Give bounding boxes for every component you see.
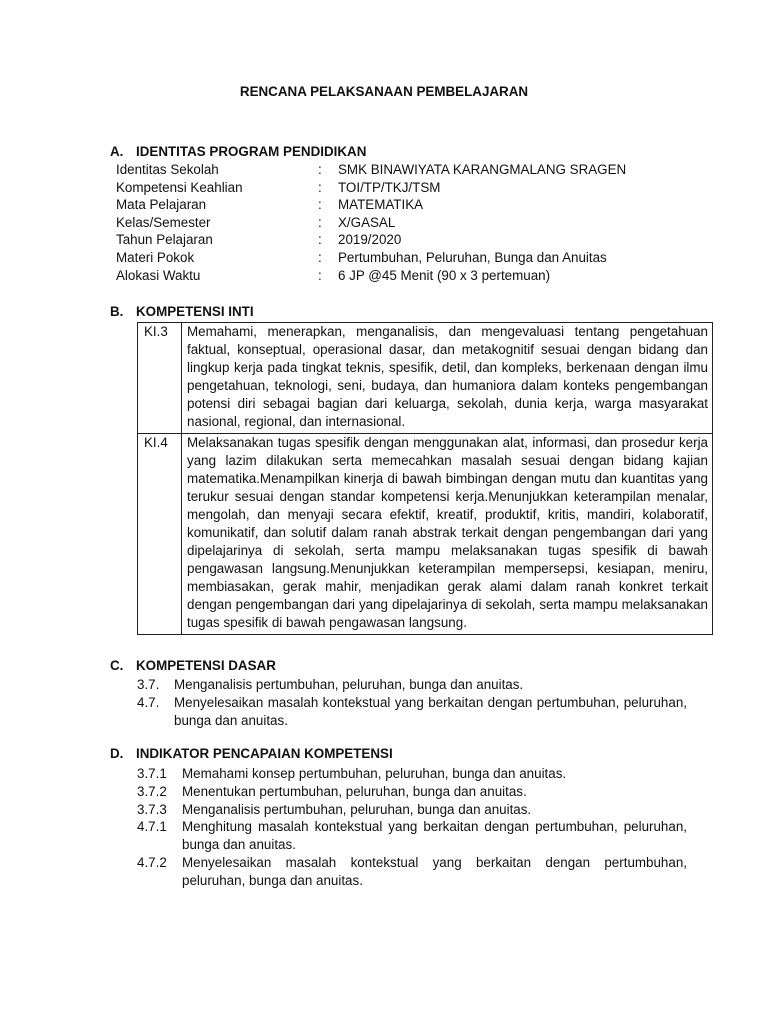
competency-text: Melaksanakan tugas spesifik dengan menggunakan alat, informasi, dan prosedur kerja yang lazim dilakukan serta memecahkan masalah sesuai dengan bidang kajian matematika.Menampilkan kinerja di bawah bimbingan dengan mutu dan kuantitas yang terukur sesuai dengan standar kompetensi kerja.Menunjukkan keterampilan menalar, mengolah, dan menyaji secara efektif, kreatif, produktif, kritis, mandiri, kolaboratif, komunikatif, dan solutif dalam ranah abstrak terkait dengan pengembangan dari yang dipelajarinya di sekolah, serta mampu melaksanakan tugas spesifik di bawah pengawasan langsung.Menunjukkan keterampilan mempersepsi, kesiapan, meniru, membiasakan, gerak mahir, menjadikan gerak alami dalam ranah konkret terkait dengan pengembangan dari yang dipelajarinya di sekolah, serta mampu melaksanakan tugas spesifik di bawah pengawasan langsung.	[182, 434, 713, 635]
identity-value: Pertumbuhan, Peluruhan, Bunga dan Anuitas	[338, 250, 607, 265]
identity-separator: :	[318, 232, 322, 247]
section-d-heading	[110, 746, 393, 761]
identity-label: Tahun Pelajaran	[116, 232, 213, 247]
item-text: Menyelesaikan masalah kontekstual yang berkaitan dengan pertumbuhan, peluruhan, bunga dan anuitas.	[182, 855, 687, 888]
item-number: 3.7.2	[137, 784, 167, 799]
identity-value: TOI/TP/TKJ/TSM	[338, 180, 441, 195]
identity-value: SMK BINAWIYATA KARANGMALANG SRAGEN	[338, 162, 627, 177]
identity-value: X/GASAL	[338, 215, 396, 230]
item-number: 4.7.1	[137, 819, 167, 834]
table-row	[138, 323, 713, 434]
identity-separator: :	[318, 250, 322, 265]
identity-label: Alokasi Waktu	[116, 268, 201, 283]
item-text: Menganalisis pertumbuhan, peluruhan, bunga dan anuitas.	[182, 802, 532, 817]
section-a-heading	[110, 144, 366, 159]
identity-label: Materi Pokok	[116, 250, 195, 265]
identity-label: Identitas Sekolah	[116, 162, 219, 177]
list-item	[137, 818, 687, 854]
item-number: 4.7.2	[137, 855, 167, 870]
identity-separator: :	[318, 268, 322, 283]
identity-separator: :	[318, 215, 322, 230]
list-item	[137, 783, 687, 801]
section-title: IDENTITAS PROGRAM PENDIDIKAN	[136, 144, 367, 159]
section-letter: C.	[110, 658, 124, 673]
identity-separator: :	[318, 197, 322, 212]
section-c-heading	[110, 658, 276, 673]
item-number: 3.7.	[137, 677, 160, 692]
section-title: KOMPETENSI DASAR	[136, 658, 276, 673]
identity-separator: :	[318, 162, 322, 177]
identity-value: 6 JP @45 Menit (90 x 3 pertemuan)	[338, 268, 551, 283]
list-item	[137, 854, 687, 890]
list-item	[137, 801, 687, 819]
item-number: 3.7.1	[137, 766, 167, 781]
core-competency-table	[137, 322, 713, 635]
item-text: Menganalisis pertumbuhan, peluruhan, bunga dan anuitas.	[174, 677, 524, 692]
section-letter: B.	[110, 304, 124, 319]
list-item	[137, 676, 687, 694]
item-text: Menentukan pertumbuhan, peluruhan, bunga dan anuitas.	[182, 784, 527, 799]
item-text: Memahami konsep pertumbuhan, peluruhan, bunga dan anuitas.	[182, 766, 567, 781]
identity-value: 2019/2020	[338, 232, 402, 247]
section-letter: A.	[110, 144, 124, 159]
document-title: RENCANA PELAKSANAAN PEMBELAJARAN	[239, 84, 529, 99]
item-text: Menyelesaikan masalah kontekstual yang berkaitan dengan pertumbuhan, peluruhan, bunga dan anuitas.	[174, 695, 687, 728]
competency-code: KI.4	[138, 434, 182, 635]
item-text: Menghitung masalah kontekstual yang berkaitan dengan pertumbuhan, peluruhan, bunga dan anuitas.	[182, 819, 687, 852]
section-title: KOMPETENSI INTI	[136, 304, 254, 319]
section-b-heading	[110, 304, 254, 319]
list-item	[137, 694, 687, 730]
identity-label: Kompetensi Keahlian	[116, 180, 243, 195]
section-title: INDIKATOR PENCAPAIAN KOMPETENSI	[136, 746, 393, 761]
identity-separator: :	[318, 180, 322, 195]
identity-value: MATEMATIKA	[338, 197, 424, 212]
section-letter: D.	[110, 746, 124, 761]
competency-code: KI.3	[138, 323, 182, 434]
identity-label: Mata Pelajaran	[116, 197, 207, 212]
item-number: 3.7.3	[137, 802, 167, 817]
item-number: 4.7.	[137, 695, 160, 710]
table-row	[138, 434, 713, 635]
identity-label: Kelas/Semester	[116, 215, 211, 230]
list-item	[137, 765, 687, 783]
competency-text: Memahami, menerapkan, menganalisis, dan mengevaluasi tentang pengetahuan faktual, konseptual, operasional dasar, dan metakognitif sesuai dengan bidang dan lingkup kerja pada tingkat teknis, spesifik, detil, dan kompleks, berkenaan dengan ilmu pengetahuan, teknologi, seni, budaya, dan humaniora dalam konteks pengembangan potensi diri sebagai bagian dari keluarga, sekolah, dunia kerja, warga masyarakat nasional, regional, dan internasional.	[182, 323, 713, 434]
